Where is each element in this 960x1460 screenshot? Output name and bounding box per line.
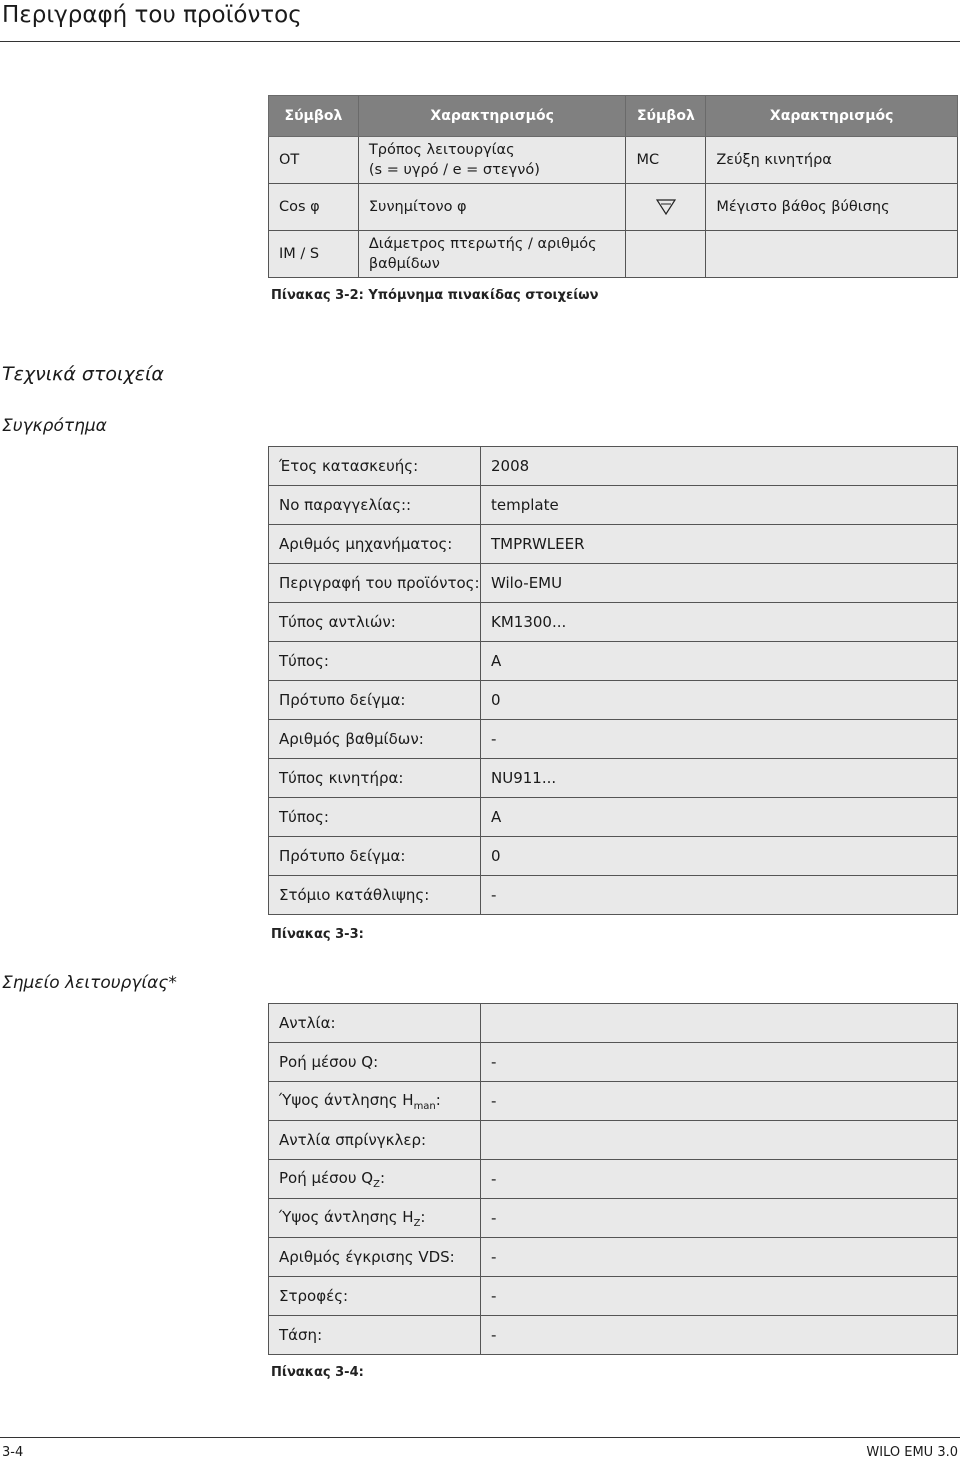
row-label: Αντλία: [269, 1004, 481, 1043]
max-depth-triangle-icon [656, 199, 676, 215]
legend-symbol: MC [626, 137, 706, 184]
legend-header-description-1: Χαρακτηρισμός [358, 96, 626, 137]
table-row [269, 1277, 958, 1316]
legend-description [706, 231, 958, 278]
row-label-suffix: : [435, 1090, 441, 1109]
row-value: - [481, 1199, 958, 1238]
table-row [269, 1238, 958, 1277]
table-row [269, 486, 958, 525]
legend-row [269, 137, 958, 184]
table-row [269, 1316, 958, 1355]
legend-header-symbol-1: Σύμβολ [269, 96, 359, 137]
legend-description-line: (s = υγρό / e = στεγνό) [368, 162, 540, 178]
row-label: Περιγραφή του προϊόντος: [269, 564, 481, 603]
row-value: - [481, 1160, 958, 1199]
page-number: 3-4 [2, 1445, 24, 1460]
table-row [269, 447, 958, 486]
legend-row [269, 231, 958, 278]
table-row [269, 1004, 958, 1043]
row-label: Τύπος κινητήρα: [269, 759, 481, 798]
legend-description-line: Διάμετρος πτερωτής / αριθμός [368, 236, 597, 252]
footer-divider [0, 1437, 960, 1438]
row-value: - [481, 1277, 958, 1316]
row-value: A [481, 798, 958, 837]
row-value [481, 1121, 958, 1160]
legend-header-symbol-2: Σύμβολ [626, 96, 706, 137]
row-value: 0 [481, 837, 958, 876]
row-value: A [481, 642, 958, 681]
legend-description: Ζεύξη κινητήρα [706, 137, 958, 184]
legend-description: Συνημίτονο φ [358, 184, 626, 231]
table-row [269, 837, 958, 876]
table-row [269, 759, 958, 798]
legend-symbol-cell [626, 184, 706, 231]
row-label: Τύπος αντλιών: [269, 603, 481, 642]
legend-symbol: IM / S [269, 231, 359, 278]
legend-description: Μέγιστο βάθος βύθισης [706, 184, 958, 231]
row-label-text: Ροή μέσου Q [279, 1168, 374, 1187]
row-label [269, 1082, 481, 1121]
table-row [269, 681, 958, 720]
table-row [269, 876, 958, 915]
legend-row [269, 184, 958, 231]
legend-description [358, 231, 626, 278]
table-row [269, 1160, 958, 1199]
legend-symbol: Cos φ [269, 184, 359, 231]
row-value: TMPRWLEER [481, 525, 958, 564]
legend-description-line: βαθμίδων [368, 256, 440, 272]
row-label-subscript: man [413, 1100, 436, 1112]
row-label: Ροή μέσου Q: [269, 1043, 481, 1082]
row-label: Αριθμός βαθμίδων: [269, 720, 481, 759]
row-value [481, 1004, 958, 1043]
row-value: Wilo-EMU [481, 564, 958, 603]
legend-symbol: OT [269, 137, 359, 184]
assembly-table [268, 446, 958, 915]
legend-description-line: Τρόπος λειτουργίας [368, 142, 515, 158]
operating-point-heading: Σημείο λειτουργίας* [2, 973, 177, 993]
row-value: NU911... [481, 759, 958, 798]
row-label: Στροφές: [269, 1277, 481, 1316]
row-value: - [481, 876, 958, 915]
table-row [269, 798, 958, 837]
legend-header-description-2: Χαρακτηρισμός [706, 96, 958, 137]
legend-description [358, 137, 626, 184]
table-row [269, 720, 958, 759]
row-value: - [481, 1238, 958, 1277]
legend-table-caption: Πίνακας 3-2: Υπόμνημα πινακίδας στοιχείων [271, 288, 599, 303]
operating-point-table [268, 1003, 958, 1355]
row-label: Αριθμός έγκρισης VDS: [269, 1238, 481, 1277]
table-row [269, 1043, 958, 1082]
table-row [269, 642, 958, 681]
document-name: WILO EMU 3.0 [866, 1445, 958, 1460]
row-label-subscript: Z [373, 1178, 380, 1190]
page-title: Περιγραφή του προϊόντος [2, 2, 302, 28]
operating-table-caption: Πίνακας 3-4: [271, 1365, 364, 1380]
table-row [269, 564, 958, 603]
row-label: Τάση: [269, 1316, 481, 1355]
row-label: Στόμιο κατάθλιψης: [269, 876, 481, 915]
legend-header-row [269, 96, 958, 137]
table-row [269, 1121, 958, 1160]
row-value: 0 [481, 681, 958, 720]
assembly-table-caption: Πίνακας 3-3: [271, 927, 364, 942]
technical-data-heading: Τεχνικά στοιχεία [2, 363, 164, 385]
row-label [269, 1199, 481, 1238]
row-value: - [481, 1043, 958, 1082]
table-row [269, 525, 958, 564]
row-label-subscript: Z [413, 1217, 421, 1229]
row-value: template [481, 486, 958, 525]
row-value: - [481, 1316, 958, 1355]
assembly-heading: Συγκρότημα [2, 416, 107, 436]
table-row [269, 1199, 958, 1238]
row-label [269, 1160, 481, 1199]
row-label: Αντλία σπρίνγκλερ: [269, 1121, 481, 1160]
row-label: Πρότυπο δείγμα: [269, 681, 481, 720]
row-label: Πρότυπο δείγμα: [269, 837, 481, 876]
row-label-text: Ύψος άντλησης H [279, 1090, 414, 1109]
row-value: KM1300... [481, 603, 958, 642]
table-row [269, 603, 958, 642]
table-row [269, 1082, 958, 1121]
row-label-suffix: : [420, 1207, 426, 1226]
row-label: Τύπος: [269, 798, 481, 837]
legend-symbol [626, 231, 706, 278]
row-label-text: Ύψος άντλησης H [279, 1207, 414, 1226]
row-label: Αριθμός μηχανήματος: [269, 525, 481, 564]
legend-table [268, 95, 958, 278]
row-value: - [481, 720, 958, 759]
row-label: Έτος κατασκευής: [269, 447, 481, 486]
row-label: Τύπος: [269, 642, 481, 681]
row-value: 2008 [481, 447, 958, 486]
row-label: Νο παραγγελίας:: [269, 486, 481, 525]
row-label-suffix: : [379, 1168, 386, 1187]
title-divider [0, 41, 960, 42]
row-value: - [481, 1082, 958, 1121]
